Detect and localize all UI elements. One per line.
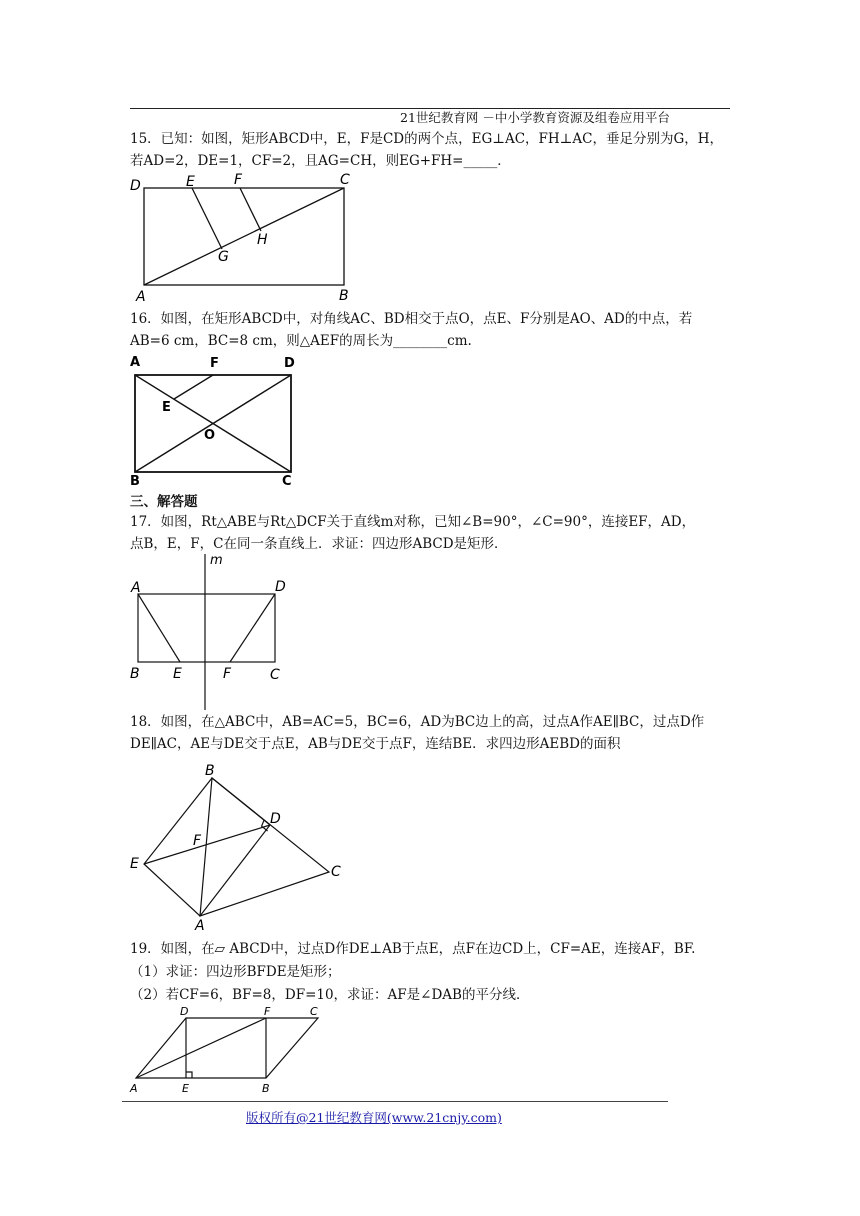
diagonal-ac (144, 188, 344, 285)
label-c: C (282, 474, 292, 489)
label-e: E (173, 666, 182, 682)
label-m: m (210, 553, 223, 568)
label-a: A (136, 289, 146, 305)
label-f: F (264, 1005, 271, 1018)
right-angle-mark (186, 1072, 192, 1078)
label-a: A (131, 580, 141, 596)
label-d: D (284, 356, 295, 371)
label-b: B (130, 666, 140, 682)
label-d: D (275, 579, 286, 595)
footer-divider (122, 1101, 668, 1102)
label-e: E (130, 856, 139, 872)
header-divider (130, 108, 730, 109)
label-h: H (257, 232, 268, 248)
section-heading: 三、解答题 (130, 494, 198, 510)
quadrilateral-aebd (144, 778, 270, 916)
figure-15 (128, 170, 368, 305)
label-a: A (195, 918, 205, 934)
header-text: 21世纪教育网 －中小学教育资源及组卷应用平台 (400, 110, 670, 125)
problem-19-line-1: 19．如图，在▱ ABCD中，过点D作DE⊥AB于点E，点F在边CD上，CF=AE，连接AF，BF. (130, 941, 696, 957)
label-a: A (130, 355, 141, 370)
label-o: O (204, 428, 216, 443)
label-b: B (205, 763, 215, 779)
problem-17-line-2: 点B，E，F，C在同一条直线上．求证：四边形ABCD是矩形． (130, 536, 508, 552)
label-a: A (130, 1082, 138, 1095)
segment-ef (174, 375, 213, 399)
label-b: B (262, 1082, 270, 1095)
problem-17-line-1: 17．如图，Rt△ABE与Rt△DCF关于直线m对称，已知∠B=90°，∠C=90°，连接EF，AD， (130, 514, 696, 530)
segment-ae (138, 594, 180, 662)
segment-af (136, 1018, 266, 1078)
label-f: F (210, 356, 219, 371)
segment-df (230, 594, 275, 662)
label-c: C (310, 1005, 318, 1018)
problem-16-line-1: 16．如图，在矩形ABCD中，对角线AC、BD相交于点O，点E、F分别是AO、AD的中点，若 (130, 311, 693, 327)
figure-18 (128, 760, 358, 934)
parallelogram-abcd (136, 1018, 318, 1078)
label-g: G (218, 249, 229, 265)
label-e: E (162, 400, 171, 415)
label-f: F (193, 833, 202, 849)
label-c: C (331, 864, 341, 880)
label-d: D (270, 811, 281, 827)
label-d: D (180, 1005, 189, 1018)
problem-15-line-1: 15．已知：如图，矩形ABCD中，E，F是CD的两个点，EG⊥AC，FH⊥AC，垂足分别为G，H， (130, 131, 724, 147)
figure-16 (128, 352, 308, 490)
label-c: C (270, 667, 280, 683)
footer-copyright-link[interactable]: 版权所有@21世纪教育网(www.21cnjy.com) (246, 1110, 502, 1125)
triangle-abc (200, 778, 329, 916)
label-c: C (340, 172, 350, 188)
problem-16-line-2: AB=6 cm，BC=8 cm，则△AEF的周长为________cm. (130, 333, 472, 349)
segment-fh (240, 188, 261, 231)
figure-19 (128, 1004, 328, 1096)
label-f: F (234, 172, 243, 188)
label-e: E (182, 1082, 189, 1095)
problem-18-line-2: DE∥AC，AE与DE交于点E，AB与DE交于点F，连结BE．求四边形AEBD的面积 (130, 736, 621, 752)
problem-19-line-3: （2）若CF=6，BF=8，DF=10，求证：AF是∠DAB的平分线． (130, 987, 530, 1003)
figure-17 (128, 552, 298, 712)
label-f: F (223, 666, 232, 682)
label-e: E (186, 174, 195, 190)
label-b: B (339, 288, 349, 304)
problem-18-line-1: 18．如图，在△ABC中，AB=AC=5，BC=6，AD为BC边上的高，过点A作AE∥BC，过点D作 (130, 714, 705, 730)
label-d: D (130, 178, 141, 194)
segment-eg (192, 188, 222, 249)
problem-19-line-2: （1）求证：四边形BFDE是矩形； (130, 964, 341, 980)
label-b: B (130, 474, 140, 489)
problem-15-line-2: 若AD=2，DE=1，CF=2，且AG=CH，则EG+FH=_____． (130, 153, 511, 169)
